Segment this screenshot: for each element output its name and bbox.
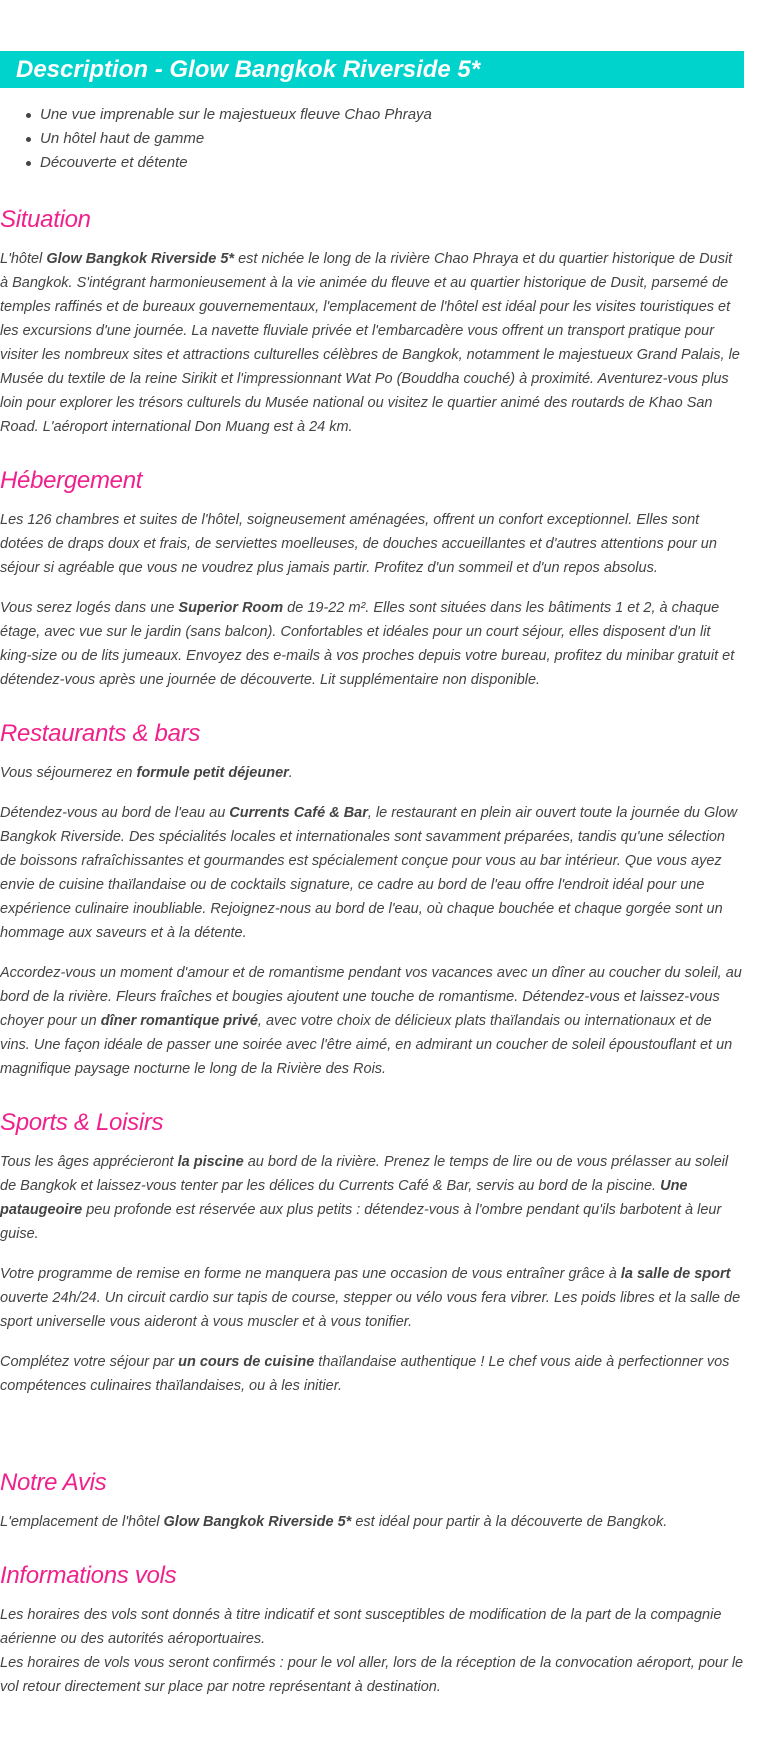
section-title-hebergement: Hébergement (0, 467, 143, 494)
description-title: Description - Glow Bangkok Riverside 5* (16, 56, 481, 83)
highlight-item: Une vue imprenable sur le majestueux fleuve Chao Phraya (40, 103, 744, 127)
restaurants-paragraph-1: Vous séjournerez en formule petit déjeuner. (0, 765, 293, 781)
section-title-sports: Sports & Loisirs (0, 1109, 164, 1136)
section-sports (0, 1108, 744, 1398)
hebergement-paragraph-2: Vous serez logés dans une Superior Room de 19-22 m². Elles sont situées dans les bâtiments 1 et 2, à chaque étage, avec vue sur le jardin (sans balcon). Confortables et idéales pour un court séjour, elles disposent d'un lit king-size ou de lits jumeaux. Envoyez des e-mails à vos proches depuis votre bureau, profitez du minibar gratuit et détendez-vous après une journée de découverte. Lit supplémentaire non disponible. (0, 600, 735, 688)
hebergement-paragraph-1: Les 126 chambres et suites de l'hôtel, soigneusement aménagées, offrent un confort exceptionnel. Elles sont dotées de draps doux et frais, de serviettes moelleuses, de douches accueillantes et d'autres attentions pour un séjour si agréable que vous ne voudrez plus jamais partir. Profitez d'un sommeil et d'un repos absolus. (0, 512, 717, 576)
restaurants-paragraph-2: Détendez-vous au bord de l'eau au Currents Café & Bar, le restaurant en plein air ouvert toute la journée du Glow Bangkok Riverside. Des spécialités locales et internationales sont savamment préparées, tandis qu'une sélection de boissons rafraîchissantes et gourmandes est spécialement conçue pour vous au bar intérieur. Que vous ayez envie de cuisine thaïlandaise ou de cocktails signature, ce cadre au bord de l'eau offre l'endroit idéal pour une expérience culinaire inoubliable. Rejoignez-nous au bord de l'eau, où chaque bouchée et chaque gorgée sont un hommage aux saveurs et à la détente. (0, 805, 738, 941)
section-restaurants (0, 719, 744, 1081)
section-title-avis: Notre Avis (0, 1469, 107, 1496)
section-hebergement (0, 466, 744, 692)
highlight-item: Un hôtel haut de gamme (40, 127, 744, 151)
section-avis (0, 1468, 744, 1534)
sports-paragraph-3: Complétez votre séjour par un cours de cuisine thaïlandaise authentique ! Le chef vous aide à perfectionner vos compétences culinaires thaïlandaises, ou à les initier. (0, 1354, 730, 1394)
sports-paragraph-2: Votre programme de remise en forme ne manquera pas une occasion de vous entraîner grâce à la salle de sport ouverte 24h/24. Un circuit cardio sur tapis de course, stepper ou vélo vous fera vibrer. Les poids libres et la salle de sport universelle vous aideront à vous muscler et à vous tonifier. (0, 1266, 741, 1330)
sports-paragraph-1: Tous les âges apprécieront la piscine au bord de la rivière. Prenez le temps de lire ou de vous prélasser au soleil de Bangkok et laissez-vous tenter par les délices du Currents Café & Bar, servis au bord de la piscine. Une pataugeoire peu profonde est réservée aux plus petits : détendez-vous à l'ombre pendant qu'ils barbotent à leur guise. (0, 1154, 729, 1242)
section-title-restaurants: Restaurants & bars (0, 720, 201, 747)
section-title-situation: Situation (0, 206, 91, 233)
restaurants-paragraph-3: Accordez-vous un moment d'amour et de romantisme pendant vos vacances avec un dîner au coucher du soleil, au bord de la rivière. Fleurs fraîches et bougies ajoutent une touche de romantisme. Détendez-vous et laissez-vous choyer pour un dîner romantique privé, avec votre choix de délicieux plats thaïlandais ou internationaux et de vins. Une façon idéale de passer une soirée avec l'être aimé, en admirant un coucher de soleil époustouflant et un magnifique paysage nocturne le long de la Rivière des Rois. (0, 965, 742, 1077)
description-banner (0, 51, 744, 88)
section-vols (0, 1561, 744, 1699)
section-title-vols: Informations vols (0, 1562, 177, 1589)
situation-paragraph: L'hôtel Glow Bangkok Riverside 5* est nichée le long de la rivière Chao Phraya et du quartier historique de Dusit à Bangkok. S'intégrant harmonieusement à la vie animée du fleuve et au quartier historique de Dusit, parsemé de temples raffinés et de bureaux gouvernementaux, l'emplacement de l'hôtel est idéal pour les visites touristiques et les excursions d'une journée. La navette fluviale privée et l'embarcadère vous offrent un transport pratique pour visiter les nombreux sites et attractions culturelles célèbres de Bangkok, notamment le majestueux Grand Palais, le Musée du textile de la reine Sirikit et l'impressionnant Wat Po (Bouddha couché) à proximité. Aventurez-vous plus loin pour explorer les trésors culturels du Musée national ou visitez le quartier animé des routards de Khao San Road. L'aéroport international Don Muang est à 24 km. (0, 251, 740, 435)
highlights-list (0, 103, 744, 175)
section-situation (0, 205, 744, 439)
vols-paragraph: Les horaires des vols sont donnés à titre indicatif et sont susceptibles de modification de la part de la compagnie aérienne ou des autorités aéroportuaires. Les horaires de vols vous seront confirmés : pour le vol aller, lors de la réception de la convocation aéroport, pour le vol retour directement sur place par notre représentant à destination. (0, 1607, 744, 1695)
highlight-item: Découverte et détente (40, 151, 744, 175)
avis-paragraph: L'emplacement de l'hôtel Glow Bangkok Riverside 5* est idéal pour partir à la découverte de Bangkok. (0, 1514, 668, 1530)
